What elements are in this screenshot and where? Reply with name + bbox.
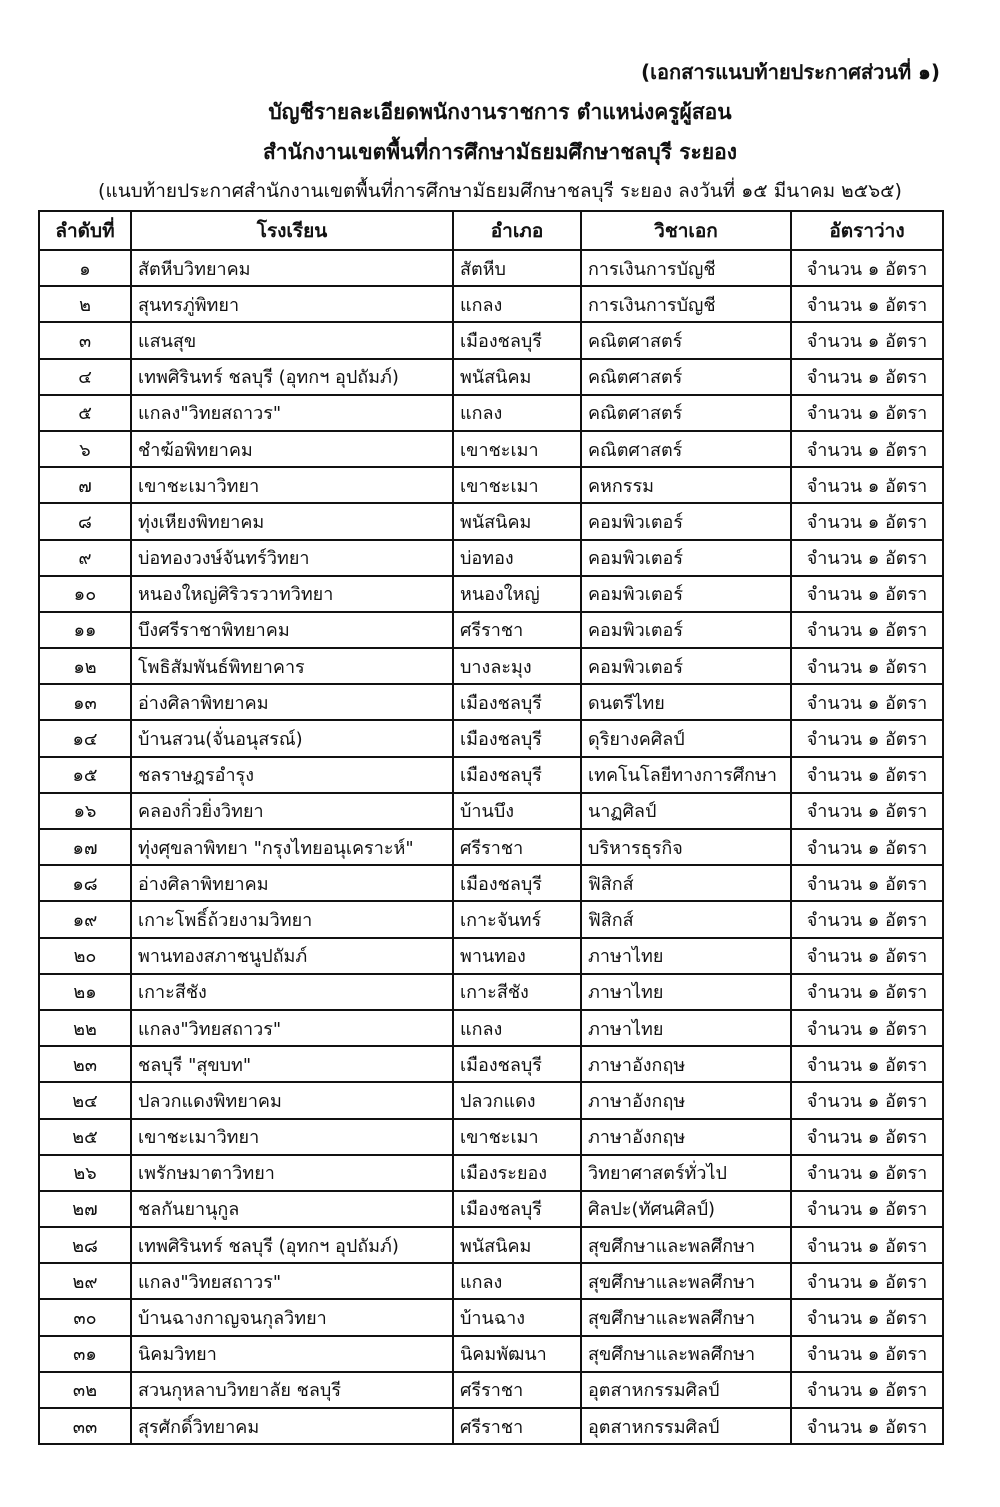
cell-vacancy: จำนวน ๑ อัตรา <box>791 250 943 286</box>
cell-vacancy: จำนวน ๑ อัตรา <box>791 503 943 539</box>
cell-major: คณิตศาสตร์ <box>581 359 791 395</box>
cell-major: ภาษาอังกฤษ <box>581 1119 791 1155</box>
cell-major: ภาษาไทย <box>581 974 791 1010</box>
attachment-note: (เอกสารแนบท้ายประกาศส่วนที่ ๑) <box>641 60 940 84</box>
cell-school: เพรักษมาตาวิทยา <box>131 1155 453 1191</box>
cell-district: บ้านบึง <box>453 793 581 829</box>
cell-major: คหกรรม <box>581 467 791 503</box>
cell-order: ๑๐ <box>39 576 131 612</box>
table-row <box>39 901 943 937</box>
cell-school: ชลราษฎรอำรุง <box>131 757 453 793</box>
cell-order: ๕ <box>39 395 131 431</box>
cell-vacancy: จำนวน ๑ อัตรา <box>791 1299 943 1335</box>
cell-vacancy: จำนวน ๑ อัตรา <box>791 1046 943 1082</box>
cell-school: สวนกุหลาบวิทยาลัย ชลบุรี <box>131 1372 453 1408</box>
cell-school: เขาชะเมาวิทยา <box>131 1119 453 1155</box>
cell-major: ดนตรีไทย <box>581 684 791 720</box>
cell-school: สุรศักดิ์วิทยาคม <box>131 1408 453 1444</box>
cell-district: แกลง <box>453 395 581 431</box>
table-row <box>39 1408 943 1444</box>
cell-vacancy: จำนวน ๑ อัตรา <box>791 829 943 865</box>
cell-vacancy: จำนวน ๑ อัตรา <box>791 865 943 901</box>
cell-district: เกาะสีชัง <box>453 974 581 1010</box>
cell-vacancy: จำนวน ๑ อัตรา <box>791 467 943 503</box>
cell-major: คณิตศาสตร์ <box>581 431 791 467</box>
cell-vacancy: จำนวน ๑ อัตรา <box>791 1191 943 1227</box>
cell-order: ๑๑ <box>39 612 131 648</box>
table-row <box>39 286 943 322</box>
cell-major: คอมพิวเตอร์ <box>581 503 791 539</box>
cell-school: เขาชะเมาวิทยา <box>131 467 453 503</box>
cell-vacancy: จำนวน ๑ อัตรา <box>791 793 943 829</box>
cell-order: ๖ <box>39 431 131 467</box>
cell-order: ๑๙ <box>39 901 131 937</box>
table-row <box>39 974 943 1010</box>
cell-order: ๑ <box>39 250 131 286</box>
cell-district: เมืองชลบุรี <box>453 1046 581 1082</box>
vacancy-table <box>38 210 944 1445</box>
cell-district: แกลง <box>453 1263 581 1299</box>
cell-order: ๓๒ <box>39 1372 131 1408</box>
cell-district: ศรีราชา <box>453 1372 581 1408</box>
table-row <box>39 1299 943 1335</box>
cell-order: ๑๒ <box>39 648 131 684</box>
cell-major: สุขศึกษาและพลศึกษา <box>581 1299 791 1335</box>
table-row <box>39 829 943 865</box>
column-header-school: โรงเรียน <box>131 211 453 250</box>
cell-order: ๒๙ <box>39 1263 131 1299</box>
cell-school: แสนสุข <box>131 322 453 358</box>
cell-major: คอมพิวเตอร์ <box>581 576 791 612</box>
column-header-order: ลำดับที่ <box>39 211 131 250</box>
cell-order: ๑๘ <box>39 865 131 901</box>
cell-district: บางละมุง <box>453 648 581 684</box>
table-row <box>39 503 943 539</box>
cell-district: เมืองระยอง <box>453 1155 581 1191</box>
table-row <box>39 1046 943 1082</box>
cell-major: คอมพิวเตอร์ <box>581 648 791 684</box>
cell-district: เมืองชลบุรี <box>453 1191 581 1227</box>
cell-major: เทคโนโลยีทางการศึกษา <box>581 757 791 793</box>
cell-vacancy: จำนวน ๑ อัตรา <box>791 1227 943 1263</box>
column-header-vacancy: อัตราว่าง <box>791 211 943 250</box>
cell-district: เมืองชลบุรี <box>453 757 581 793</box>
cell-school: ชลบุรี "สุขบท" <box>131 1046 453 1082</box>
cell-order: ๒๐ <box>39 938 131 974</box>
cell-district: ศรีราชา <box>453 829 581 865</box>
cell-vacancy: จำนวน ๑ อัตรา <box>791 395 943 431</box>
table-row <box>39 395 943 431</box>
table-row <box>39 1082 943 1118</box>
cell-district: ปลวกแดง <box>453 1082 581 1118</box>
table-row <box>39 1263 943 1299</box>
table-row <box>39 648 943 684</box>
cell-vacancy: จำนวน ๑ อัตรา <box>791 612 943 648</box>
cell-vacancy: จำนวน ๑ อัตรา <box>791 540 943 576</box>
cell-vacancy: จำนวน ๑ อัตรา <box>791 1155 943 1191</box>
cell-major: อุตสาหกรรมศิลป์ <box>581 1372 791 1408</box>
cell-major: ภาษาอังกฤษ <box>581 1046 791 1082</box>
cell-major: อุตสาหกรรมศิลป์ <box>581 1408 791 1444</box>
cell-order: ๒๔ <box>39 1082 131 1118</box>
cell-major: บริหารธุรกิจ <box>581 829 791 865</box>
cell-order: ๓๑ <box>39 1336 131 1372</box>
table-row <box>39 431 943 467</box>
cell-major: สุขศึกษาและพลศึกษา <box>581 1336 791 1372</box>
cell-district: ศรีราชา <box>453 1408 581 1444</box>
cell-major: ฟิสิกส์ <box>581 865 791 901</box>
cell-major: นาฏศิลป์ <box>581 793 791 829</box>
cell-district: แกลง <box>453 1010 581 1046</box>
cell-school: พานทองสภาชนูปถัมภ์ <box>131 938 453 974</box>
cell-school: สัตหีบวิทยาคม <box>131 250 453 286</box>
cell-order: ๘ <box>39 503 131 539</box>
table-row <box>39 793 943 829</box>
cell-school: ทุ่งศุขลาพิทยา "กรุงไทยอนุเคราะห์" <box>131 829 453 865</box>
cell-major: ภาษาอังกฤษ <box>581 1082 791 1118</box>
table-row <box>39 1155 943 1191</box>
table-row <box>39 540 943 576</box>
cell-school: บึงศรีราชาพิทยาคม <box>131 612 453 648</box>
cell-major: คณิตศาสตร์ <box>581 395 791 431</box>
cell-major: ภาษาไทย <box>581 938 791 974</box>
cell-order: ๒๓ <box>39 1046 131 1082</box>
cell-district: เมืองชลบุรี <box>453 720 581 756</box>
cell-school: เทพศิรินทร์ ชลบุรี (อุทกฯ อุปถัมภ์) <box>131 359 453 395</box>
cell-vacancy: จำนวน ๑ อัตรา <box>791 720 943 756</box>
cell-major: วิทยาศาสตร์ทั่วไป <box>581 1155 791 1191</box>
cell-vacancy: จำนวน ๑ อัตรา <box>791 431 943 467</box>
cell-vacancy: จำนวน ๑ อัตรา <box>791 974 943 1010</box>
document-subtitle: (แนบท้ายประกาศสำนักงานเขตพื้นที่การศึกษามัธยมศึกษาชลบุรี ระยอง ลงวันที่ ๑๕ มีนาคม ๒๕๖๕) <box>98 180 902 202</box>
cell-district: พนัสนิคม <box>453 1227 581 1263</box>
cell-major: การเงินการบัญชี <box>581 286 791 322</box>
cell-major: คณิตศาสตร์ <box>581 322 791 358</box>
cell-district: พนัสนิคม <box>453 503 581 539</box>
table-header-row <box>39 211 943 250</box>
cell-district: ศรีราชา <box>453 612 581 648</box>
cell-district: พานทอง <box>453 938 581 974</box>
cell-order: ๒๖ <box>39 1155 131 1191</box>
cell-order: ๓๐ <box>39 1299 131 1335</box>
cell-vacancy: จำนวน ๑ อัตรา <box>791 684 943 720</box>
cell-order: ๙ <box>39 540 131 576</box>
cell-district: พนัสนิคม <box>453 359 581 395</box>
document-title: บัญชีรายละเอียดพนักงานราชการ ตำแหน่งครูผู้สอน <box>268 100 732 124</box>
cell-school: บ้านฉางกาญจนกุลวิทยา <box>131 1299 453 1335</box>
cell-order: ๒๗ <box>39 1191 131 1227</box>
cell-school: ปลวกแดงพิทยาคม <box>131 1082 453 1118</box>
cell-vacancy: จำนวน ๑ อัตรา <box>791 1263 943 1299</box>
cell-major: การเงินการบัญชี <box>581 250 791 286</box>
cell-order: ๗ <box>39 467 131 503</box>
document-office: สำนักงานเขตพื้นที่การศึกษามัธยมศึกษาชลบุรี ระยอง <box>262 140 738 164</box>
cell-vacancy: จำนวน ๑ อัตรา <box>791 322 943 358</box>
cell-major: คอมพิวเตอร์ <box>581 540 791 576</box>
cell-school: คลองกิ่วยิ่งวิทยา <box>131 793 453 829</box>
cell-school: บ้านสวน(จั่นอนุสรณ์) <box>131 720 453 756</box>
cell-district: หนองใหญ่ <box>453 576 581 612</box>
column-header-district: อำเภอ <box>453 211 581 250</box>
cell-major: คอมพิวเตอร์ <box>581 612 791 648</box>
cell-vacancy: จำนวน ๑ อัตรา <box>791 286 943 322</box>
cell-order: ๒๑ <box>39 974 131 1010</box>
cell-school: สุนทรภู่พิทยา <box>131 286 453 322</box>
table-row <box>39 1010 943 1046</box>
cell-school: อ่างศิลาพิทยาคม <box>131 865 453 901</box>
cell-major: สุขศึกษาและพลศึกษา <box>581 1227 791 1263</box>
cell-district: เขาชะเมา <box>453 467 581 503</box>
cell-vacancy: จำนวน ๑ อัตรา <box>791 901 943 937</box>
cell-district: เมืองชลบุรี <box>453 865 581 901</box>
cell-vacancy: จำนวน ๑ อัตรา <box>791 1119 943 1155</box>
cell-school: แกลง"วิทยสถาวร" <box>131 1010 453 1046</box>
cell-order: ๒๘ <box>39 1227 131 1263</box>
table-row <box>39 467 943 503</box>
cell-district: บ่อทอง <box>453 540 581 576</box>
table-row <box>39 1191 943 1227</box>
cell-order: ๓๓ <box>39 1408 131 1444</box>
cell-district: เมืองชลบุรี <box>453 322 581 358</box>
cell-vacancy: จำนวน ๑ อัตรา <box>791 359 943 395</box>
table-row <box>39 1336 943 1372</box>
cell-vacancy: จำนวน ๑ อัตรา <box>791 1082 943 1118</box>
cell-school: แกลง"วิทยสถาวร" <box>131 1263 453 1299</box>
cell-school: ชำฆ้อพิทยาคม <box>131 431 453 467</box>
cell-district: บ้านฉาง <box>453 1299 581 1335</box>
cell-major: สุขศึกษาและพลศึกษา <box>581 1263 791 1299</box>
cell-district: เขาชะเมา <box>453 1119 581 1155</box>
cell-order: ๓ <box>39 322 131 358</box>
cell-school: ทุ่งเหียงพิทยาคม <box>131 503 453 539</box>
table-row <box>39 359 943 395</box>
cell-school: อ่างศิลาพิทยาคม <box>131 684 453 720</box>
column-header-major: วิชาเอก <box>581 211 791 250</box>
cell-major: ฟิสิกส์ <box>581 901 791 937</box>
cell-major: ดุริยางคศิลป์ <box>581 720 791 756</box>
table-row <box>39 720 943 756</box>
table-row <box>39 757 943 793</box>
cell-district: เกาะจันทร์ <box>453 901 581 937</box>
cell-district: แกลง <box>453 286 581 322</box>
table-row <box>39 1372 943 1408</box>
cell-major: ภาษาไทย <box>581 1010 791 1046</box>
table-row <box>39 1119 943 1155</box>
cell-school: ชลกันยานุกูล <box>131 1191 453 1227</box>
cell-order: ๑๖ <box>39 793 131 829</box>
cell-vacancy: จำนวน ๑ อัตรา <box>791 1408 943 1444</box>
table-row <box>39 612 943 648</box>
cell-vacancy: จำนวน ๑ อัตรา <box>791 1010 943 1046</box>
cell-vacancy: จำนวน ๑ อัตรา <box>791 1372 943 1408</box>
cell-district: สัตหีบ <box>453 250 581 286</box>
cell-order: ๑๕ <box>39 757 131 793</box>
cell-school: เกาะโพธิ์ถ้วยงามวิทยา <box>131 901 453 937</box>
cell-major: ศิลปะ(ทัศนศิลป์) <box>581 1191 791 1227</box>
cell-order: ๑๔ <box>39 720 131 756</box>
table-row <box>39 576 943 612</box>
cell-order: ๔ <box>39 359 131 395</box>
cell-order: ๒๒ <box>39 1010 131 1046</box>
cell-vacancy: จำนวน ๑ อัตรา <box>791 648 943 684</box>
cell-order: ๑๗ <box>39 829 131 865</box>
cell-order: ๑๓ <box>39 684 131 720</box>
cell-vacancy: จำนวน ๑ อัตรา <box>791 1336 943 1372</box>
cell-school: บ่อทองวงษ์จันทร์วิทยา <box>131 540 453 576</box>
table-row <box>39 865 943 901</box>
cell-school: โพธิสัมพันธ์พิทยาคาร <box>131 648 453 684</box>
cell-order: ๒๕ <box>39 1119 131 1155</box>
cell-school: นิคมวิทยา <box>131 1336 453 1372</box>
cell-district: เขาชะเมา <box>453 431 581 467</box>
cell-school: แกลง"วิทยสถาวร" <box>131 395 453 431</box>
cell-district: นิคมพัฒนา <box>453 1336 581 1372</box>
cell-vacancy: จำนวน ๑ อัตรา <box>791 757 943 793</box>
cell-school: เกาะสีชัง <box>131 974 453 1010</box>
cell-vacancy: จำนวน ๑ อัตรา <box>791 938 943 974</box>
cell-district: เมืองชลบุรี <box>453 684 581 720</box>
cell-order: ๒ <box>39 286 131 322</box>
table-row <box>39 684 943 720</box>
table-row <box>39 1227 943 1263</box>
cell-vacancy: จำนวน ๑ อัตรา <box>791 576 943 612</box>
table-row <box>39 938 943 974</box>
table-row <box>39 250 943 286</box>
cell-school: เทพศิรินทร์ ชลบุรี (อุทกฯ อุปถัมภ์) <box>131 1227 453 1263</box>
table-row <box>39 322 943 358</box>
cell-school: หนองใหญ่ศิริวรวาทวิทยา <box>131 576 453 612</box>
